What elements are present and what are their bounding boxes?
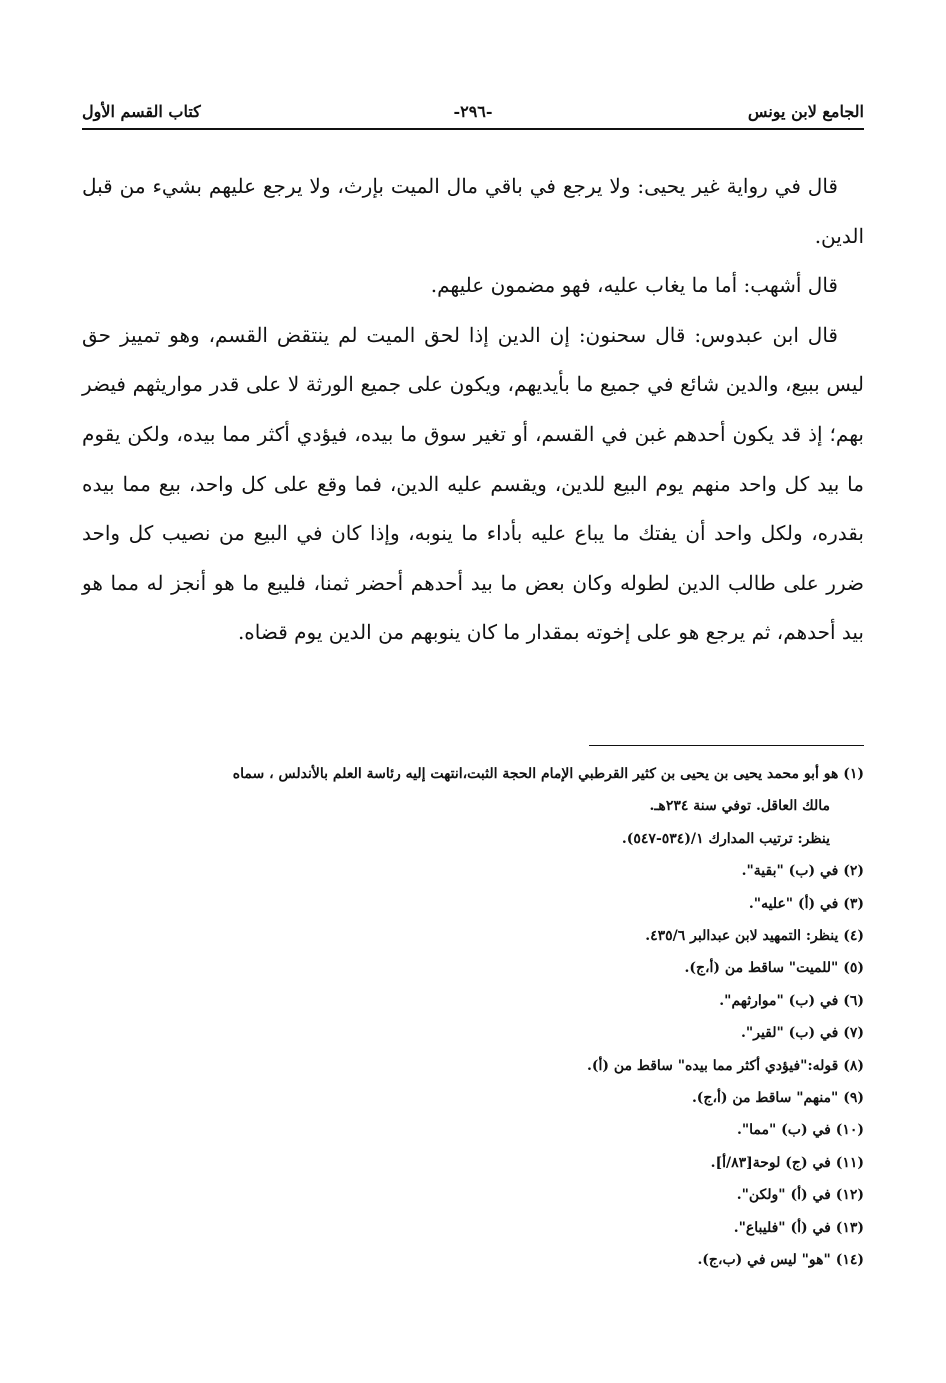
footnote-1-continued: مالك العاقل. توفي سنة ٢٣٤هـ.: [649, 798, 830, 815]
footnote-12: (١٢) في (أ) "ولكن".: [736, 1187, 864, 1204]
footnote-7: (٧) في (ب) "لقير".: [741, 1025, 864, 1042]
footnote-13: (١٣) في (أ) "فليباع".: [733, 1219, 864, 1236]
footnote-10: (١٠) في (ب) "مما".: [736, 1122, 864, 1139]
footnote-1-reference: ينظر: ترتيب المدارك ١/(٥٣٤-٥٤٧).: [621, 830, 830, 847]
footnote-3: (٣) في (أ) "عليه".: [748, 895, 864, 912]
paragraph-1: قال في رواية غير يحيى: ولا يرجع في باقي مال الميت بإرث، ولا يرجع عليهم بشيء من قبل الدين.: [82, 174, 864, 248]
footnote-9: (٩) "منهم" ساقط من (أ،ج).: [691, 1090, 864, 1107]
running-header: [82, 100, 864, 130]
footnote-1: (١) هو أبو محمد يحيى بن يحيى بن كثير القرطبي الإمام الحجة الثبت،انتهت إليه رئاسة العلم بالأندلس ، سماه: [232, 766, 864, 782]
footnotes: [82, 758, 864, 1277]
main-text: [82, 162, 864, 658]
paragraph-2: قال أشهب: أما ما يغاب عليه، فهو مضمون عليهم.: [430, 273, 838, 298]
header-page-number: -٢٩٦-: [453, 102, 493, 121]
paragraph-3: قال ابن عبدوس: قال سحنون: إن الدين إذا لحق الميت لم ينتقض القسم، وهو تمييز حق ليس ببيع، والدين شائع في جميع ما بأيديهم، ويكون على جميع الورثة لا على قدر مواريثهم فيضر بهم؛ إذ قد يكون أحدهم غبن في القسم، أو تغير سوق ما بيده، فيؤدي أكثر مما بيده، ولكن يقوم ما بيد كل واحد منهم يوم البيع للدين، ويقسم عليه الدين، فما وقع على كل واحد، بيع مما بيده بقدره، ولكل واحد أن يفتك ما يباع عليه بأداء ما ينوبه، وإذا كان في البيع من نصيب كل واحد ضرر على طالب الدين لطوله وكان بعض ما بيد أحدهم أحضر ثمنا، فليبع ما هو أنجز له مما هو بيد أحدهم، ثم يرجع هو على إخوته بمقدار ما كان ينوبهم من الدين يوم قضاه.: [82, 322, 864, 645]
footnote-separator: [589, 745, 864, 746]
footnote-11: (١١) في (ج) لوحة[٨٣/أ].: [710, 1154, 864, 1171]
footnote-8: (٨) قوله:"فيؤدي أكثر مما بيده" ساقط من (أ).: [586, 1057, 864, 1074]
footnote-6: (٦) في (ب) "موارثهم".: [719, 992, 864, 1009]
footnote-4: (٤) ينظر: التمهيد لابن عبدالبر ٤٣٥/٦.: [645, 928, 864, 945]
header-book-title: الجامع لابن يونس: [747, 102, 864, 121]
footnote-14: (١٤) "هو" ليس في (ب،ج).: [697, 1252, 864, 1269]
footnote-2: (٢) في (ب) "بقية".: [741, 863, 864, 880]
header-section-title: كتاب القسم الأول: [82, 102, 201, 121]
footnote-5: (٥) "للميت" ساقط من (أ،ج).: [684, 960, 864, 977]
